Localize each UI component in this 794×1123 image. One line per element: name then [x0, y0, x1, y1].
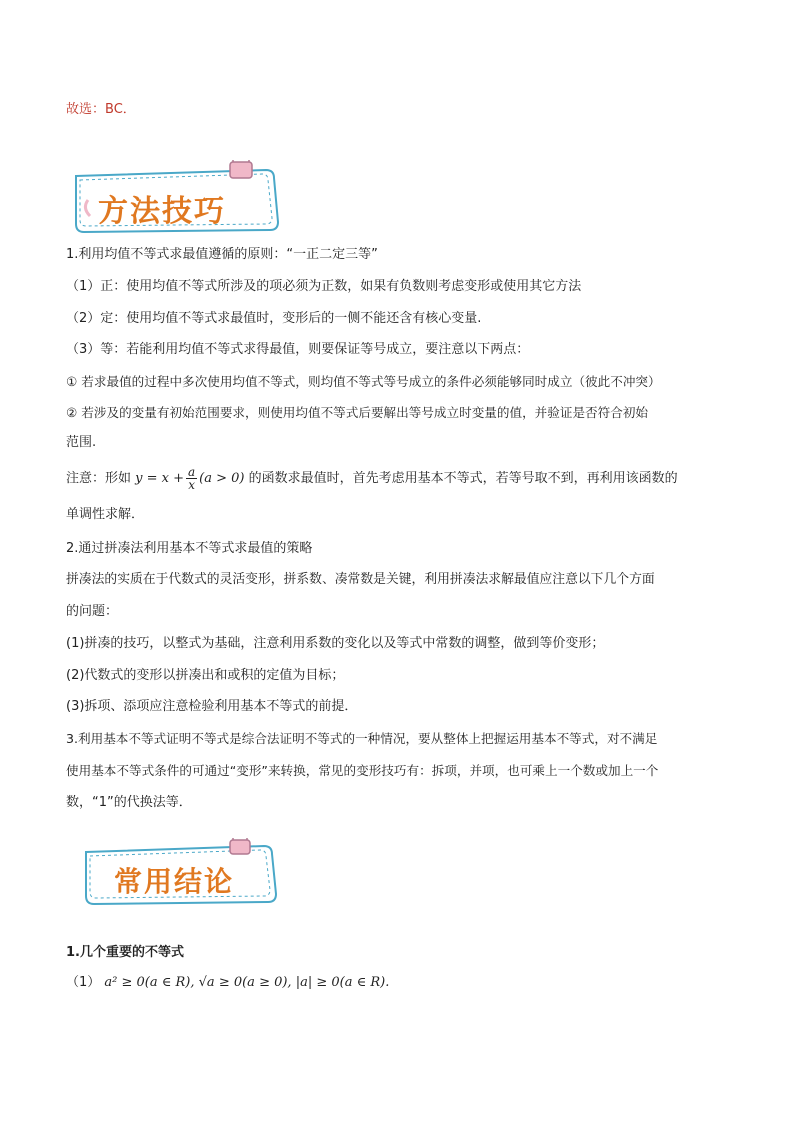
- method-p1: 1.利用均值不等式求最值遵循的原则：“一正二定三等”: [66, 247, 378, 262]
- method-p2-body-line2: 的问题：: [66, 604, 119, 619]
- method-title: 方法技巧: [98, 194, 226, 229]
- note-line: [66, 466, 726, 492]
- note-line2: 单调性求解．: [66, 507, 145, 522]
- note-formula-cond: (a > 0): [199, 471, 245, 486]
- conclusion-heading: 1.几个重要的不等式: [66, 945, 184, 960]
- note-prefix: 注意：形如: [66, 471, 132, 486]
- method-p2-2: (2)代数式的变形以拼凑出和或积的定值为目标；: [66, 668, 345, 683]
- method-p2-3: (3)拆项、添项应注意检验利用基本不等式的前提．: [66, 699, 358, 714]
- method-p3-line3: 数，“1”的代换法等．: [66, 795, 192, 810]
- note-formula-lhs: y = x +: [135, 471, 185, 486]
- conclusion-item1-formula: a² ≥ 0(a ∈ R), √a ≥ 0(a ≥ 0), |a| ≥ 0(a ∈ R).: [104, 975, 390, 990]
- method-p1-1: （1）正：使用均值不等式所涉及的项必须为正数，如果有负数则考虑变形或使用其它方法: [66, 279, 582, 294]
- note-suffix: 的函数求最值时，首先考虑用基本不等式，若等号取不到，再利用该函数的: [248, 471, 678, 486]
- method-p2: 2.通过拼凑法利用基本不等式求最值的策略: [66, 541, 313, 556]
- conclusion-title: 常用结论: [114, 865, 235, 898]
- method-p3-line2: 使用基本不等式条件的可通过“变形”来转换，常见的变形技巧有：拆项，并项，也可乘上一个数或加上一个: [66, 763, 659, 778]
- method-p2-1: (1)拼凑的技巧，以整式为基础，注意利用系数的变化以及等式中常数的调整，做到等价变形；: [66, 636, 605, 651]
- answer-text: 故选：BC．: [66, 102, 136, 117]
- conclusion-item1-label: （1）: [66, 975, 101, 990]
- method-p1-2: （2）定：使用均值不等式求最值时，变形后的一侧不能还含有核心变量.: [66, 311, 482, 326]
- method-p1-3a: ① 若求最值的过程中多次使用均值不等式，则均值不等式等号成立的条件必须能够同时成立（彼此不冲突）: [66, 374, 661, 389]
- method-p3-line1: 3.利用基本不等式证明不等式是综合法证明不等式的一种情况，要从整体上把握运用基本不等式，对不满足: [66, 731, 658, 746]
- binder-clip-icon: [230, 162, 252, 178]
- conclusion-item1: [66, 973, 726, 993]
- note-fraction: [186, 466, 197, 491]
- note-frac-den: x: [188, 478, 195, 492]
- conclusion-banner: [80, 838, 280, 908]
- method-p1-3b-line2: 范围.: [66, 435, 97, 450]
- binder-clip-icon-2: [230, 840, 250, 854]
- method-banner: [70, 160, 284, 236]
- note-frac-num: a: [188, 465, 196, 479]
- method-p2-body-line1: 拼凑法的实质在于代数式的灵活变形，拼系数、凑常数是关键，利用拼凑法求解最值应注意以下几个方面: [66, 572, 655, 587]
- method-p1-3b-line1: ② 若涉及的变量有初始范围要求，则使用均值不等式后要解出等号成立时变量的值，并验证是否符合初始: [66, 405, 649, 420]
- method-p1-3: （3）等：若能利用均值不等式求得最值，则要保证等号成立，要注意以下两点：: [66, 342, 530, 357]
